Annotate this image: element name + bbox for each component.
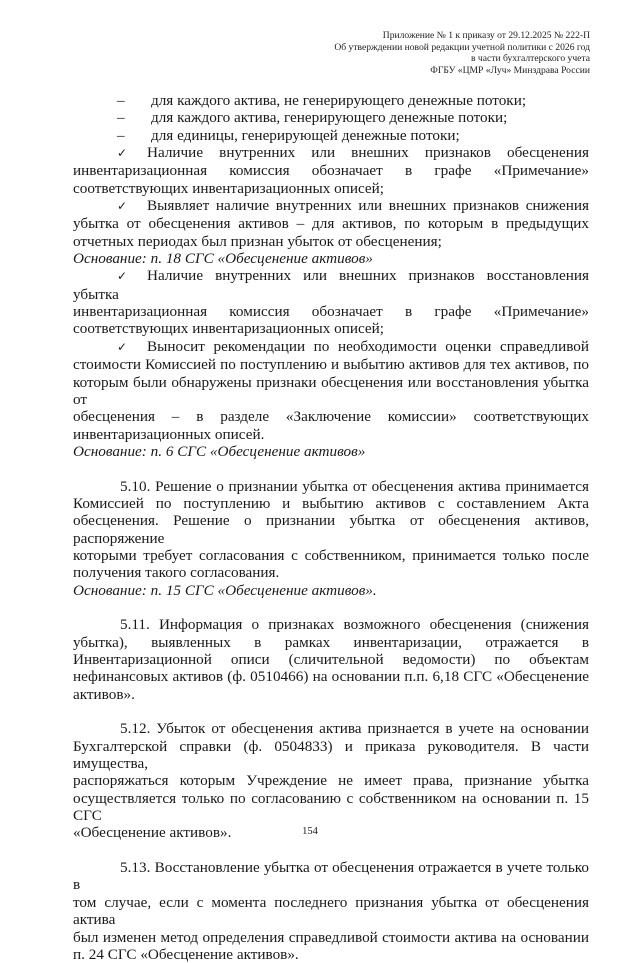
line: Выявляет наличие внутренних или внешних признаков снижения bbox=[147, 197, 589, 215]
line: том случае, если с момента последнего признания убытка от обесценения актива bbox=[73, 893, 589, 929]
section-number: 5.12. bbox=[120, 720, 151, 738]
dash-item-text: для каждого актива, генерирующего денежные потоки; bbox=[151, 109, 508, 127]
header-line: Об утверждении новой редакции учетной политики с 2026 год bbox=[334, 41, 590, 53]
document-header bbox=[334, 30, 590, 76]
line: осуществляется только по согласованию с собственником на основании п. 15 СГС bbox=[73, 789, 589, 825]
dash-marker: – bbox=[117, 126, 125, 144]
line: которым были обнаружены признаки обесценения или восстановления убытка от bbox=[73, 373, 589, 408]
checkmark-icon: ✓ bbox=[117, 146, 128, 161]
basis-reference: Основание: п. 15 СГС «Обесценение активов». bbox=[73, 581, 377, 599]
basis-reference: Основание: п. 6 СГС «Обесценение активов» bbox=[73, 442, 366, 460]
line: соответствующих инвентаризационных описей; bbox=[73, 179, 384, 197]
line: отчетных периодах был признан убыток от обесценения; bbox=[73, 232, 442, 250]
line: убытка), выявленных в рамках инвентаризации, отражается в bbox=[73, 633, 589, 651]
line: Инвентаризационной описи (сличительной ведомости) по объектам bbox=[73, 651, 589, 668]
check-item bbox=[73, 144, 589, 197]
line: получения такого согласования. bbox=[73, 564, 280, 582]
dash-item bbox=[73, 92, 589, 109]
line: обесценения. Решение о признании убытка от обесценения активов, распоряжение bbox=[73, 512, 589, 547]
line: Выносит рекомендации по необходимости оценки справедливой bbox=[147, 337, 589, 355]
line: инвентаризационная комиссия обозначает в графе «Примечание» bbox=[73, 303, 589, 321]
line: «Обесценение активов». bbox=[73, 824, 232, 842]
dash-item bbox=[73, 109, 589, 126]
section-5-12 bbox=[73, 720, 589, 841]
header-line: Приложение № 1 к приказу от 29.12.2025 № 222-П bbox=[382, 30, 590, 41]
line: обесценения – в разделе «Заключение комиссии» соответствующих bbox=[73, 408, 589, 426]
line: Бухгалтерской справки (ф. 0504833) и приказа руководителя. В части имущества, bbox=[73, 737, 589, 773]
line: нефинансовых активов (ф. 0510466) на основании п.п. 6,18 СГС «Обесценение bbox=[73, 668, 589, 686]
line: инвентаризационных описей. bbox=[73, 425, 265, 443]
line: Убыток от обесценения актива признается в учете на основании bbox=[156, 720, 590, 738]
dash-item-text: для каждого актива, не генерирующего денежные потоки; bbox=[151, 92, 527, 109]
checkmark-icon: ✓ bbox=[117, 199, 128, 214]
line: Информация о признаках возможного обесценения (снижения bbox=[158, 616, 589, 634]
basis-reference: Основание: п. 18 СГС «Обесценение активов» bbox=[73, 250, 373, 268]
line: Наличие внутренних или внешних признаков восстановления убытка bbox=[73, 267, 589, 303]
line: активов». bbox=[73, 685, 135, 703]
check-item bbox=[73, 197, 589, 250]
dash-marker: – bbox=[117, 92, 125, 109]
line: Решение о признании убытка от обесценения актива принимается bbox=[155, 477, 589, 495]
line: Комиссией по поступлению и выбытию активов с составлением Акта bbox=[73, 494, 589, 512]
checkmark-icon: ✓ bbox=[117, 339, 128, 354]
line: инвентаризационная комиссия обозначает в графе «Примечание» bbox=[73, 162, 589, 180]
line: которыми требует согласования с собственником, принимается только после bbox=[73, 546, 589, 564]
line: п. 24 СГС «Обесценение активов». bbox=[73, 945, 299, 963]
header-line: в части бухгалтерского учета bbox=[471, 53, 590, 64]
dash-item-text: для единицы, генерирующей денежные потоки; bbox=[151, 126, 460, 144]
line: Наличие внутренних или внешних признаков обесценения bbox=[147, 144, 589, 162]
dash-marker: – bbox=[117, 109, 125, 127]
section-number: 5.10. bbox=[120, 477, 151, 495]
line: убытка от обесценения активов – для активов, по которым в предыдущих bbox=[73, 215, 589, 233]
section-5-13 bbox=[73, 859, 589, 963]
check-item bbox=[73, 267, 589, 337]
dash-item bbox=[73, 127, 589, 144]
line: соответствующих инвентаризационных описей; bbox=[73, 320, 384, 338]
section-number: 5.11. bbox=[120, 616, 150, 634]
section-5-11 bbox=[73, 616, 589, 703]
line: был изменен метод определения справедливой стоимости актива на основании bbox=[73, 928, 589, 946]
line: Восстановление убытка от обесценения отражается в учете только в bbox=[73, 859, 589, 894]
check-item bbox=[73, 338, 589, 443]
line: стоимости Комиссией по поступлению и выбытию активов для тех активов, по bbox=[73, 356, 589, 374]
page-number: 154 bbox=[302, 826, 318, 837]
header-line: ФГБУ «ЦМР «Луч» Минздрава России bbox=[430, 64, 590, 76]
line: распоряжаться которым Учреждение не имеет права, признание убытка bbox=[73, 772, 589, 790]
checkmark-icon: ✓ bbox=[117, 269, 128, 284]
section-5-10 bbox=[73, 478, 589, 599]
section-number: 5.13. bbox=[120, 859, 151, 877]
